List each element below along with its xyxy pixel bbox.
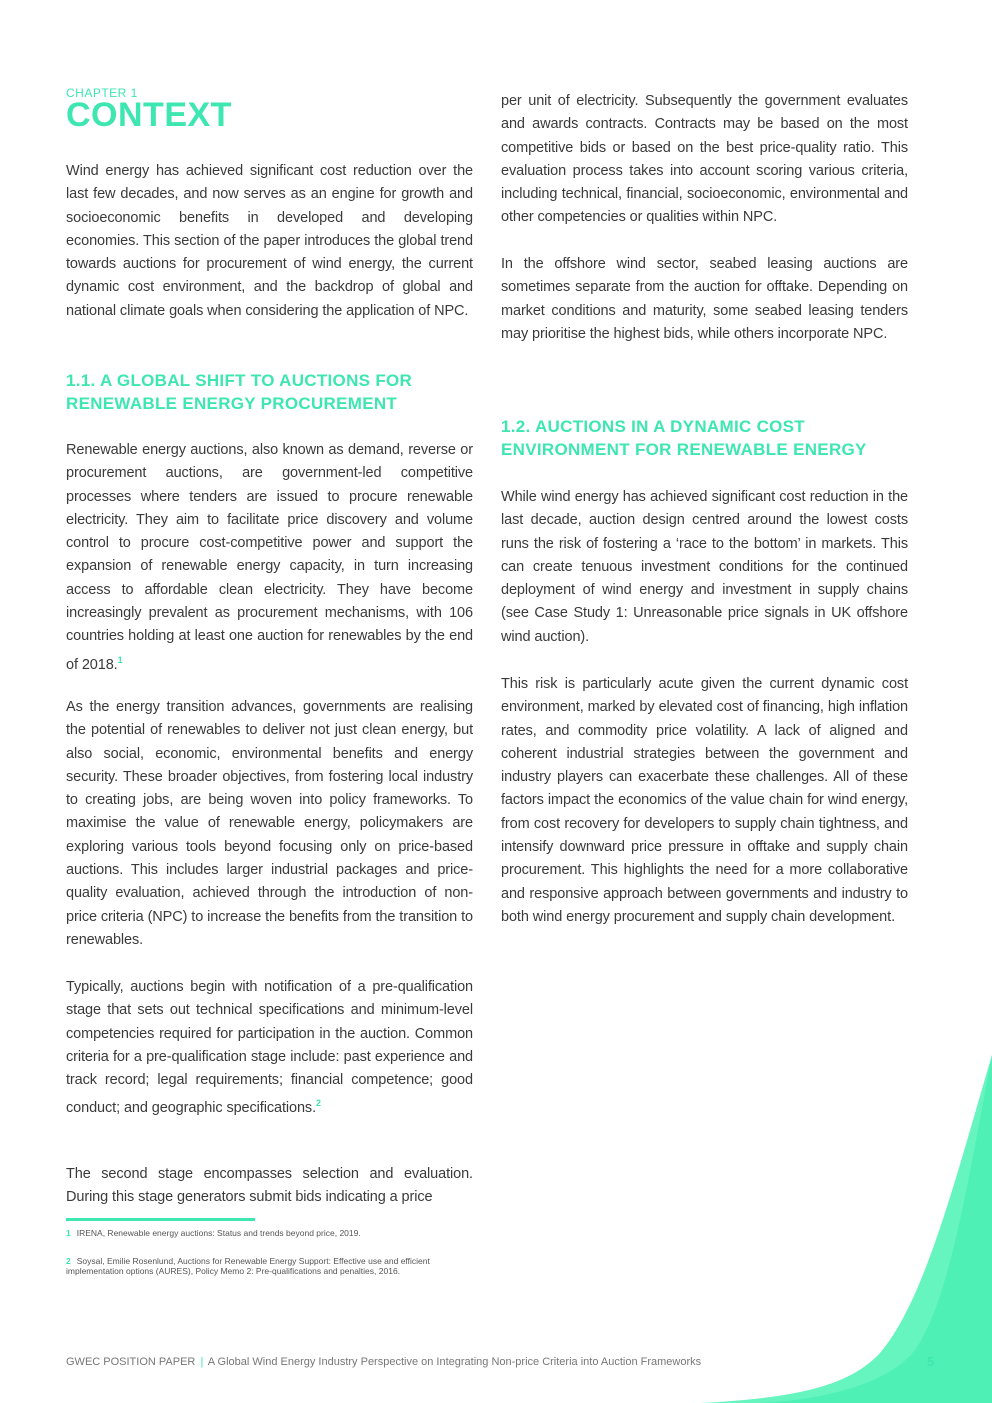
page-footer <box>66 1356 701 1368</box>
section-1-heading: 1.1. A GLOBAL SHIFT TO AUCTIONS FOR RENEWABLE ENERGY PROCUREMENT <box>66 371 413 413</box>
chapter-label: CHAPTER 1 <box>66 86 138 100</box>
footnote-ref-2[interactable]: 2 <box>316 1098 321 1109</box>
footer-separator: | <box>200 1356 204 1368</box>
footer-publication: GWEC POSITION PAPER <box>66 1356 196 1368</box>
footnote-2: 2 Soysal, Emilie Rosenlund, Auctions for Renewable Energy Support: Effective use and efficient implementation options (AURES), Policy Memo 2: Pre-qualifications and penalties, 2016. <box>66 1256 430 1276</box>
section-1-paragraph-4: The second stage encompasses selection and evaluation. During this stage generators submit bids indicating a price <box>66 1166 473 1206</box>
section-1-paragraph-3: Typically, auctions begin with notification of a pre-qualification stage that sets out technical specifications and minimum-level competencies required for participation in the auction. Common criteria for a pre-qualification stage include: past experience and track record; legal requirements; financial competence; good conduct; and geographic specifications.$^2$ <box>66 979 473 1117</box>
section-2-paragraph-2: This risk is particularly acute given the current dynamic cost environment, marked by elevated cost of financing, high inflation rates, and commodity price volatility. A lack of aligned and coherent industrial strategies between the government and industry players can exacerbate these challenges. All of these factors impact the economics of the value chain for wind energy, from cost recovery for developers to supply chain tightness, and intensify downward price pressure in offtake and supply chain procurement. This highlights the need for a more collaborative and responsive approach between governments and industry to both wind energy procurement and supply chain development. <box>501 676 908 925</box>
section-1-paragraph-1: Renewable energy auctions, also known as demand, reverse or procurement auctions, are government-led competitive processes where tenders are issued to procure renewable electricity. They aim to facilitate price discovery and volume control to procure cost-competitive power and support the expansion of renewable energy capacity, in turn increasing access to affordable clean electricity. They have become increasingly prevalent as procurement mechanisms, with 106 countries holding at least one auction for renewables by the end of 2018.$^1$ <box>66 442 473 673</box>
section-1-paragraph-5: per unit of electricity. Subsequently the government evaluates and awards contracts. Contracts may be based on the most competitive bids or based on the best price-quality ratio. This evaluation process takes into account scoring various criteria, including technical, financial, socioeconomic, environmental and other competencies or qualities within NPC. <box>501 93 908 226</box>
footnote-divider <box>66 1218 255 1221</box>
section-2-heading: 1.2. AUCTIONS IN A DYNAMIC COST ENVIRONMENT FOR RENEWABLE ENERGY <box>501 417 867 459</box>
footer-title: A Global Wind Energy Industry Perspective on Integrating Non-price Criteria into Auction Frameworks <box>207 1356 702 1368</box>
section-1-paragraph-6: In the offshore wind sector, seabed leasing auctions are sometimes separate from the auction for offtake. Depending on market conditions and maturity, some seabed leasing tenders may prioritise the highest bids, while others incorporate NPC. <box>501 256 908 342</box>
footnote-1: 1 IRENA, Renewable energy auctions: Status and trends beyond price, 2019. <box>66 1228 361 1238</box>
intro-paragraph: Wind energy has achieved significant cost reduction over the last few decades, and now serves as an engine for growth and socioeconomic benefits in developed and developing economies. This section of the paper introduces the global trend towards auctions for procurement of wind energy, the current dynamic cost environment, and the backdrop of global and national climate goals when considering the application of NPC. <box>66 163 473 319</box>
footnote-ref-1[interactable]: 1 <box>117 654 123 665</box>
section-2-paragraph-1: While wind energy has achieved significant cost reduction in the last decade, auction design centred around the lowest costs runs the risk of fostering a ‘race to the bottom’ in markets. This can create tenuous investment conditions for the continued deployment of wind energy and investment in supply chains (see Case Study 1: Unreasonable price signals in UK offshore wind auction). <box>501 489 908 645</box>
chapter-title: CONTEXT <box>66 96 232 134</box>
section-1-paragraph-2: As the energy transition advances, governments are realising the potential of renewables to deliver not just clean energy, but also social, economic, environmental benefits and energy security. These broader objectives, from fostering local industry to creating jobs, are being woven into policy frameworks. To maximise the value of renewable energy, policymakers are exploring various tools beyond focusing only on price-based auctions. This includes larger industrial packages and price-quality evaluation, achieved through the introduction of non-price criteria (NPC) to increase the benefits from the transition to renewables. <box>66 699 473 948</box>
page-number: 5 <box>927 1354 935 1369</box>
